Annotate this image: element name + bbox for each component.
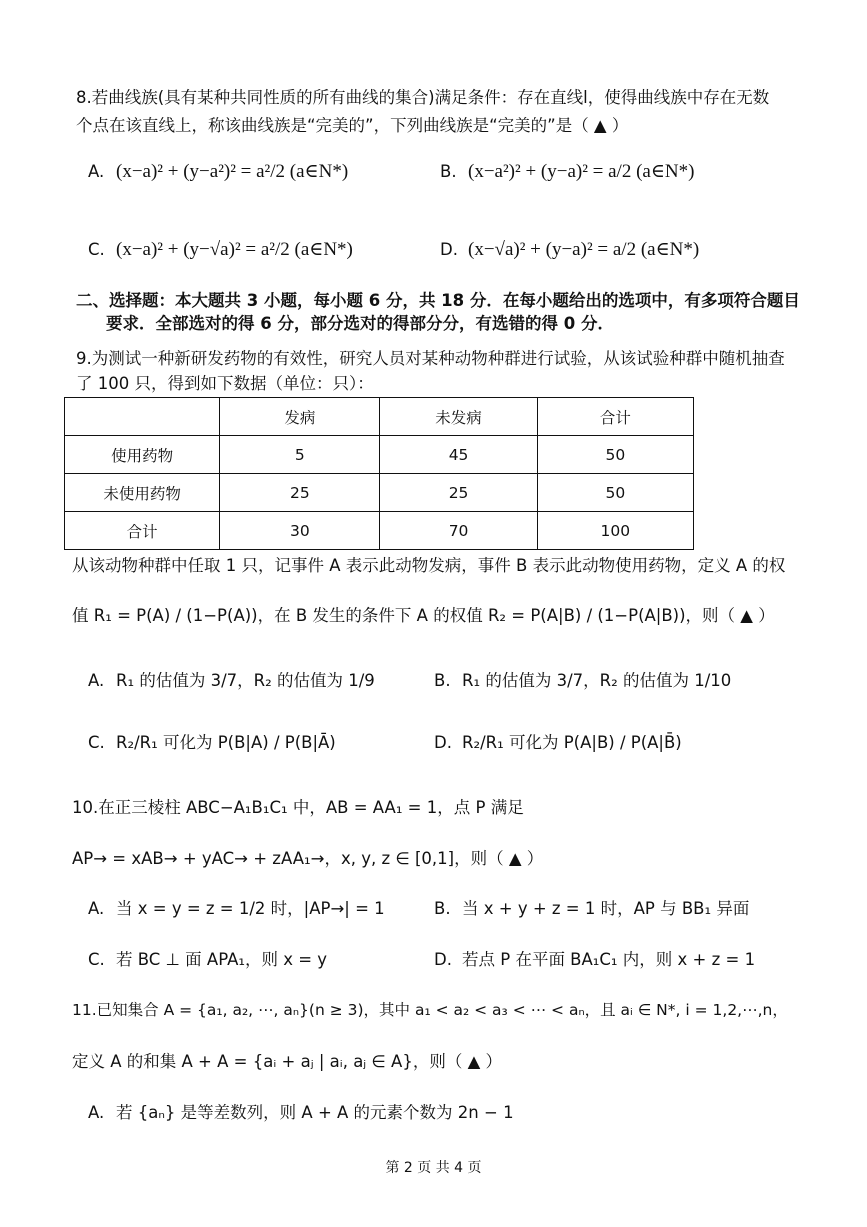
table-cell: 合计 <box>537 398 693 436</box>
table-cell <box>65 398 220 436</box>
option-letter: D. <box>440 240 458 259</box>
option-text: 若 {aₙ} 是等差数列，则 A + A 的元素个数为 2n − 1 <box>116 1103 514 1122</box>
option-letter: D. <box>434 733 452 752</box>
q9-stem-line2: 了 100 只，得到如下数据（单位：只）： <box>76 374 374 393</box>
q8-stem-line2: 个点在该直线上，称该曲线族是“完美的”，下列曲线族是“完美的”是（ ▲ ） <box>76 116 629 135</box>
q9-option-a <box>88 671 375 692</box>
table-cell: 50 <box>537 474 693 512</box>
q10-option-d <box>434 950 755 971</box>
option-letter: B. <box>440 162 457 181</box>
table-cell: 25 <box>380 474 537 512</box>
q11-option-a <box>88 1103 514 1124</box>
option-text: R₁ 的估值为 3/7，R₂ 的估值为 1/10 <box>462 671 732 690</box>
q10-stem-line2: AP→ = xAB→ + yAC→ + zAA₁→，x, y, z ∈ [0,1]，则（ ▲ ） <box>72 849 544 868</box>
q9-option-b <box>434 671 731 692</box>
option-formula: (x−a)² + (y−√a)² = a²/2 (a∈N*) <box>116 239 353 260</box>
option-formula: (x−a²)² + (y−a)² = a/2 (a∈N*) <box>468 161 695 182</box>
table-cell: 50 <box>537 436 693 474</box>
option-text: R₂/R₁ 可化为 P(B|A) / P(B|Ā) <box>116 733 336 752</box>
q10-option-c <box>88 950 327 971</box>
option-letter: A. <box>88 1103 105 1122</box>
table-cell: 100 <box>537 512 693 550</box>
option-text: 若点 P 在平面 BA₁C₁ 内，则 x + z = 1 <box>462 950 756 969</box>
option-letter: B. <box>434 899 451 918</box>
option-formula: (x−a)² + (y−a²)² = a²/2 (a∈N*) <box>116 161 349 182</box>
option-text: 当 x = y = z = 1/2 时，|AP→| = 1 <box>116 899 385 918</box>
q8-option-d <box>440 238 699 262</box>
table-cell: 70 <box>380 512 537 550</box>
table-cell: 发病 <box>220 398 380 436</box>
section2-heading-line2: 要求．全部选对的得 6 分，部分选对的得部分分，有选错的得 0 分． <box>106 314 614 333</box>
option-formula: (x−√a)² + (y−a)² = a/2 (a∈N*) <box>468 239 700 260</box>
table-row <box>65 474 694 512</box>
q8-option-b <box>440 160 694 184</box>
option-letter: B. <box>434 671 451 690</box>
q8-option-a <box>88 160 348 184</box>
table-cell: 5 <box>220 436 380 474</box>
option-text: 若 BC ⊥ 面 APA₁，则 x = y <box>116 950 328 969</box>
page-number-footer: 第 2 页 共 4 页 <box>385 1160 482 1176</box>
table-cell: 未发病 <box>380 398 537 436</box>
q9-option-c <box>88 733 336 754</box>
table-cell: 45 <box>380 436 537 474</box>
table-row <box>65 436 694 474</box>
q9-stem-line1: 9.为测试一种新研发药物的有效性，研究人员对某种动物种群进行试验，从该试验种群中随机抽查 <box>76 349 785 368</box>
table-cell: 合计 <box>65 512 220 550</box>
option-letter: C. <box>88 733 105 752</box>
q11-stem-line1: 11.已知集合 A = {a₁, a₂, ⋯, aₙ}(n ≥ 3)，其中 a₁ < a₂ < a₃ < ⋯ < aₙ，且 aᵢ ∈ N*, i = 1,2,⋯,n， <box>72 1001 788 1019</box>
table-header-row <box>65 398 694 436</box>
option-text: R₂/R₁ 可化为 P(A|B) / P(A|B̄) <box>462 733 682 752</box>
table-row <box>65 512 694 550</box>
option-text: 当 x + y + z = 1 时，AP 与 BB₁ 异面 <box>462 899 750 918</box>
table-cell: 30 <box>220 512 380 550</box>
option-letter: A. <box>88 899 105 918</box>
q10-option-b <box>434 899 749 920</box>
q9-stem-line3: 从该动物种群中任取 1 只，记事件 A 表示此动物发病，事件 B 表示此动物使用药物，定义 A 的权 <box>72 556 786 575</box>
option-letter: C. <box>88 950 105 969</box>
q10-stem-line1: 10.在正三棱柱 ABC−A₁B₁C₁ 中，AB = AA₁ = 1，点 P 满足 <box>72 798 524 817</box>
option-letter: C. <box>88 240 105 259</box>
q9-stem-line4: 值 R₁ = P(A) / (1−P(A))，在 B 发生的条件下 A 的权值 R₂ = P(A|B) / (1−P(A|B))，则（ ▲ ） <box>72 606 775 625</box>
q8-stem-line1: 8.若曲线族(具有某种共同性质的所有曲线的集合)满足条件：存在直线l，使得曲线族中存在无数 <box>76 88 770 107</box>
option-text: R₁ 的估值为 3/7，R₂ 的估值为 1/9 <box>116 671 375 690</box>
option-letter: D. <box>434 950 452 969</box>
q11-stem-line2: 定义 A 的和集 A + A = {aᵢ + aⱼ | aᵢ, aⱼ ∈ A}，则（ ▲ ） <box>72 1052 503 1071</box>
table-cell: 未使用药物 <box>65 474 220 512</box>
data-table <box>64 397 694 550</box>
q8-option-c <box>88 238 353 262</box>
q10-option-a <box>88 899 385 920</box>
section2-heading-line1: 二、选择题：本大题共 3 小题，每小题 6 分，共 18 分．在每小题给出的选项中，有多项符合题目 <box>76 291 800 310</box>
table-cell: 25 <box>220 474 380 512</box>
table-cell: 使用药物 <box>65 436 220 474</box>
option-letter: A. <box>88 162 105 181</box>
q9-option-d <box>434 733 682 754</box>
option-letter: A. <box>88 671 105 690</box>
